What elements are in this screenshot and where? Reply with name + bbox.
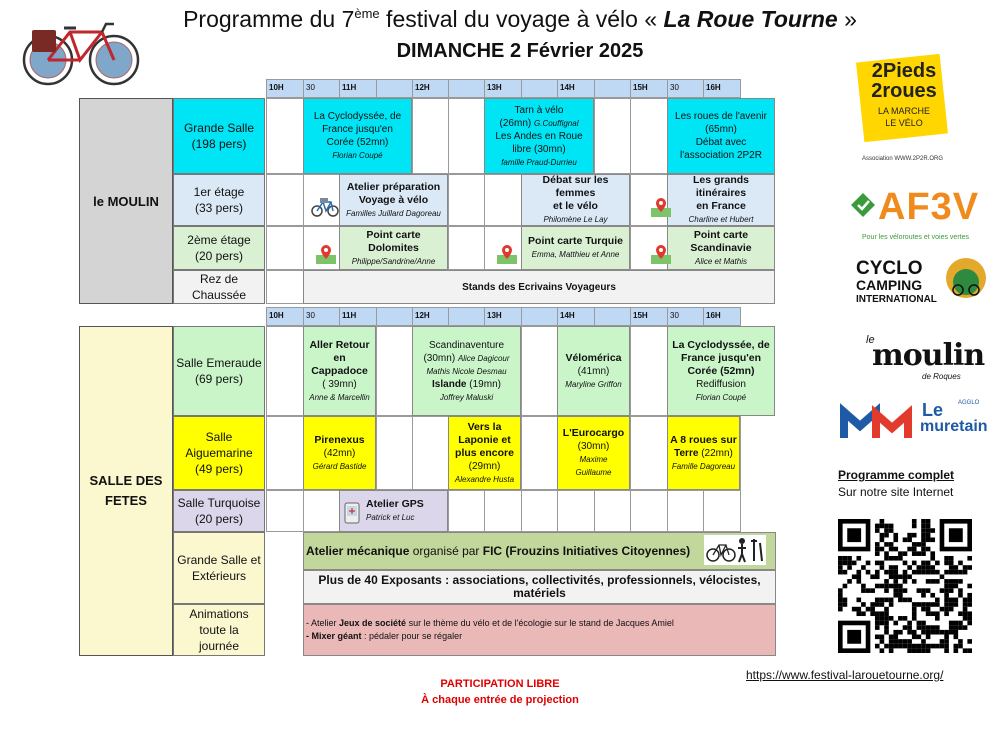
time-header-cell bbox=[521, 79, 558, 98]
logo-2p2r-caption: Association WWW.2P2R.ORG bbox=[862, 156, 944, 162]
time-header-cell bbox=[594, 79, 631, 98]
room-1er-etage: 1er étage (33 pers) bbox=[173, 174, 265, 226]
grid-cell bbox=[266, 174, 304, 226]
event-point-carte-dolomites: Point carte Dolomites Philippe/Sandrine/Anne bbox=[339, 226, 448, 270]
grid-cell bbox=[376, 326, 413, 416]
grid-cell bbox=[521, 490, 558, 532]
time-header-cell: 16H bbox=[703, 307, 741, 326]
time-header-cell: 13H bbox=[484, 307, 522, 326]
grid-cell bbox=[448, 490, 485, 532]
time-header-cell: 12H bbox=[412, 79, 449, 98]
time-header-cell: 16H bbox=[703, 79, 741, 98]
event-point-carte-turquie: Point carte Turquie Emma, Matthieu et Anne bbox=[521, 226, 630, 270]
time-header-cell: 30 bbox=[667, 79, 704, 98]
grid-cell bbox=[412, 98, 449, 174]
event-exposants: Plus de 40 Exposants : associations, collectivités, professionnels, vélocistes, matériels bbox=[303, 570, 776, 604]
time-header-cell: 12H bbox=[412, 307, 449, 326]
time-header-cell: 15H bbox=[630, 307, 668, 326]
grid-cell bbox=[448, 226, 485, 270]
grid-cell bbox=[266, 98, 304, 174]
leaf-icon bbox=[850, 192, 876, 218]
grid-cell bbox=[557, 490, 595, 532]
event-scandinaventure: Scandinaventure (30mn) Alice Dagicour Mathis Nicole Desmau Islande (19mn) Joffrey Maluski bbox=[412, 326, 521, 416]
event-eurocargo: L'Eurocargo (30mn) Maxime Guillaume bbox=[557, 416, 630, 490]
event-stands-ecrivains: Stands des Ecrivains Voyageurs bbox=[303, 270, 775, 304]
grid-cell bbox=[266, 490, 304, 532]
event-atelier-preparation: Atelier préparation Voyage à vélo Familles Juillard Dagoreau bbox=[339, 174, 448, 226]
grid-cell bbox=[630, 490, 668, 532]
time-header-cell: 11H bbox=[339, 307, 377, 326]
event-cyclodyssee: La Cyclodyssée, de France jusqu'en Corée (52mn) Florian Coupé bbox=[303, 98, 412, 174]
map-pin-icon bbox=[315, 243, 337, 265]
room-salle-emeraude: Salle Emeraude (69 pers) bbox=[173, 326, 265, 416]
grid-cell bbox=[266, 226, 304, 270]
time-header-cell bbox=[376, 307, 413, 326]
logo-af3v: AF3V Pour les véloroutes et voies vertes bbox=[848, 190, 994, 246]
grid-cell bbox=[521, 416, 558, 490]
event-roues-avenir: Les roues de l'avenir (65mn) Débat avec l'association 2P2R bbox=[667, 98, 775, 174]
time-header-cell: 11H bbox=[339, 79, 377, 98]
event-8-roues-sur-terre: A 8 roues sur Terre (22mn) Famille Dagoreau bbox=[667, 416, 740, 490]
event-cyclodyssee-rediffusion: La Cyclodyssée, de France jusqu'en Corée (52mn) Rediffusion Florian Coupé bbox=[667, 326, 775, 416]
event-grands-itineraires: Les grands itinéraires en France Charline et Hubert bbox=[667, 174, 775, 226]
room-grande-salle-exterieurs: Grande Salle et Extérieurs bbox=[173, 532, 265, 604]
map-pin-icon bbox=[650, 243, 672, 265]
grid-cell bbox=[703, 490, 741, 532]
time-header-cell: 14H bbox=[557, 307, 595, 326]
muretain-m-icon bbox=[840, 402, 916, 442]
grid-cell bbox=[448, 98, 485, 174]
grid-cell bbox=[594, 98, 631, 174]
grid-cell bbox=[412, 416, 449, 490]
event-atelier-gps: Atelier GPS Patrick et Luc bbox=[339, 490, 448, 532]
event-atelier-mecanique: Atelier mécanique organisé par FIC (Frouzins Initiatives Citoyennes) bbox=[303, 532, 776, 570]
event-pirenexus: Pirenexus (42mn) Gérard Bastide bbox=[303, 416, 376, 490]
programme-complet-sub: Sur notre site Internet bbox=[838, 485, 954, 499]
grid-cell bbox=[521, 326, 558, 416]
section-salle-des-fetes: SALLE DES FETES bbox=[79, 326, 173, 656]
grid-cell bbox=[266, 270, 304, 304]
map-pin-icon bbox=[496, 243, 518, 265]
logo-2pieds-2roues: 2Pieds 2roues LA MARCHE LE VÉLO bbox=[856, 58, 948, 140]
time-header-cell: 14H bbox=[557, 79, 595, 98]
event-tarn-andes: Tarn à vélo (26mn) G.Couffignal Les Andes en Roue libre (30mn) famille Praud-Durrieu bbox=[484, 98, 594, 174]
time-header-cell bbox=[376, 79, 413, 98]
room-salle-turquoise: Salle Turquoise (20 pers) bbox=[173, 490, 265, 532]
event-velomerica: Vélomérica (41mn) Maryline Griffon bbox=[557, 326, 630, 416]
grid-cell bbox=[667, 490, 704, 532]
event-point-carte-scandinavie: Point carte Scandinavie Alice et Mathis bbox=[667, 226, 775, 270]
bicycle-icon bbox=[311, 196, 339, 218]
room-animations: Animations toute la journée bbox=[173, 604, 265, 656]
map-pin-icon bbox=[650, 196, 672, 218]
bike-repair-icon bbox=[704, 535, 766, 565]
programme-complet-title: Programme complet bbox=[838, 468, 955, 482]
time-header-cell bbox=[521, 307, 558, 326]
logo-moulin-de-roques: le moulin de Roques bbox=[866, 334, 985, 381]
logo-cyclo-camping: CYCLO CAMPING INTERNATIONAL bbox=[856, 256, 990, 314]
grid-cell bbox=[266, 416, 304, 490]
room-rez-de-chaussee: Rez de Chaussée bbox=[173, 270, 265, 304]
entree-projection: À chaque entrée de projection bbox=[421, 694, 579, 706]
event-debat-femmes: Débat sur les femmes et le vélo Philomène Le Lay bbox=[521, 174, 630, 226]
time-header-cell bbox=[448, 79, 485, 98]
grid-cell bbox=[376, 416, 413, 490]
time-header-cell bbox=[594, 307, 631, 326]
event-aller-retour-cappadoce: Aller Retour en Cappadoce ( 39mn) Anne & Marcellin bbox=[303, 326, 376, 416]
grid-cell bbox=[630, 416, 668, 490]
grid-cell bbox=[448, 174, 485, 226]
qr-code-icon[interactable] bbox=[838, 519, 972, 653]
section-moulin: le MOULIN bbox=[79, 98, 173, 304]
grid-cell bbox=[594, 490, 631, 532]
grid-cell bbox=[630, 326, 668, 416]
time-header-cell bbox=[448, 307, 485, 326]
grid-cell bbox=[484, 174, 522, 226]
participation-libre: PARTICIPATION LIBRE bbox=[440, 678, 560, 690]
gps-device-icon bbox=[343, 502, 361, 524]
grid-cell bbox=[630, 98, 668, 174]
time-header-cell: 30 bbox=[303, 79, 340, 98]
room-grande-salle: Grande Salle (198 pers) bbox=[173, 98, 265, 174]
event-animations: - Atelier Jeux de société sur le thème du vélo et de l'écologie sur le stand de Jacques Amiel - Mixer géant : pédaler pour se régaler bbox=[303, 604, 776, 656]
cyclists-globe-icon bbox=[944, 256, 988, 300]
event-vers-la-laponie: Vers la Laponie et plus encore (29mn) Alexandre Husta bbox=[448, 416, 521, 490]
page-title: Programme du 7ème festival du voyage à vélo « La Roue Tourne » bbox=[183, 6, 857, 32]
room-salle-aiguemarine: Salle Aiguemarine (49 pers) bbox=[173, 416, 265, 490]
room-2eme-etage: 2ème étage (20 pers) bbox=[173, 226, 265, 270]
bicycle-logo-icon bbox=[18, 8, 143, 88]
time-header-cell: 10H bbox=[266, 79, 304, 98]
time-header-cell: 15H bbox=[630, 79, 668, 98]
event-date: DIMANCHE 2 Février 2025 bbox=[396, 40, 644, 62]
grid-cell bbox=[303, 490, 340, 532]
time-header-cell: 30 bbox=[303, 307, 340, 326]
grid-cell bbox=[484, 490, 522, 532]
logo-le-muretain: Le muretain AGGLO bbox=[840, 398, 986, 452]
festival-website-link[interactable]: https://www.festival-larouetourne.org/ bbox=[746, 668, 944, 682]
time-header-cell: 13H bbox=[484, 79, 522, 98]
grid-cell bbox=[266, 326, 304, 416]
time-header-cell: 30 bbox=[667, 307, 704, 326]
time-header-cell: 10H bbox=[266, 307, 304, 326]
